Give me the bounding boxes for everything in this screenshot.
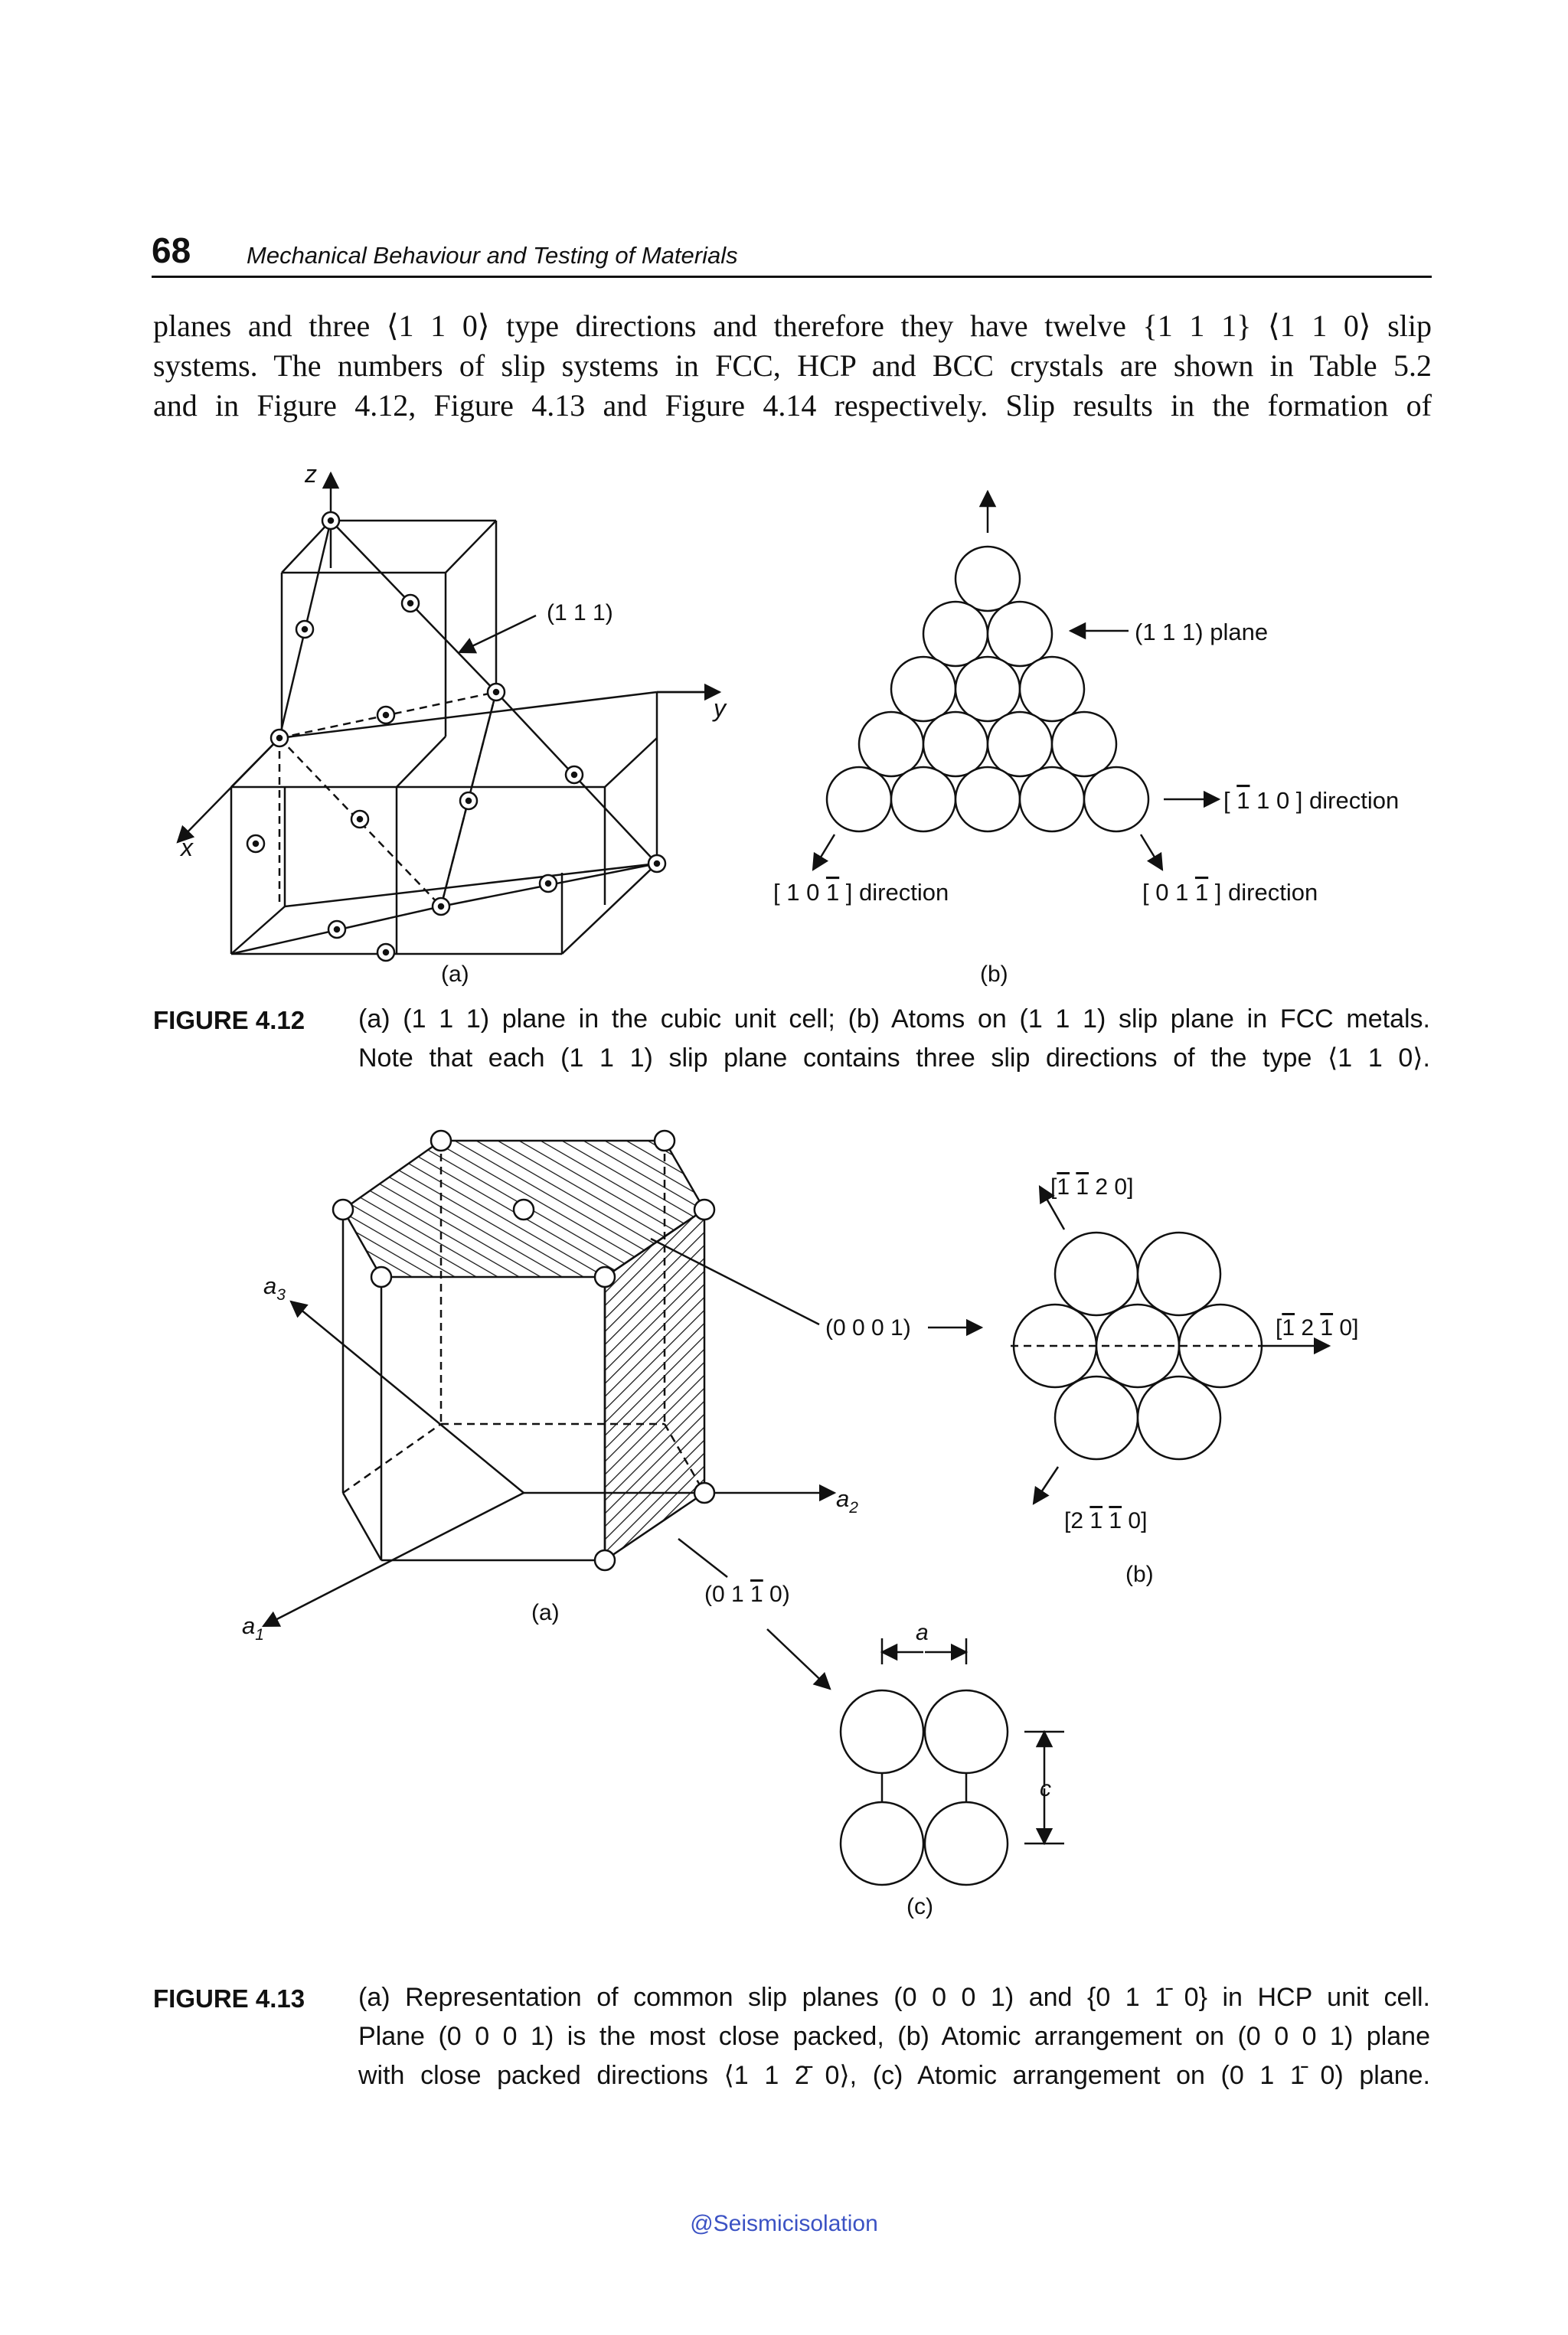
plane-label-111-b: (1 1 1) plane bbox=[1135, 619, 1269, 645]
subfigure-label-a: (a) bbox=[441, 962, 469, 987]
figure-4-13-caption bbox=[358, 1978, 1430, 2095]
caption-line: Note that each (1 1 1) slip plane contains three slip directions of the type ⟨1 1 0⟩. bbox=[358, 1043, 1430, 1073]
subfigure-label-b: (b) bbox=[980, 962, 1008, 987]
axis-a2-label: $a_2$ bbox=[836, 1485, 858, 1517]
axis-z-label: z bbox=[305, 460, 317, 488]
body-line: systems. The numbers of slip systems in FCC, HCP and BCC crystals are shown in Table 5.2 bbox=[153, 348, 1432, 383]
body-line: planes and three ⟨1 1 0⟩ type directions and therefore they have twelve {1 1 1} ⟨1 1 0⟩ slip bbox=[153, 309, 1432, 343]
plane-01-10-label: (0 1 1 0) bbox=[704, 1582, 790, 1607]
running-title: Mechanical Behaviour and Testing of Materials bbox=[247, 242, 738, 269]
axis-a3-label: $a_3$ bbox=[263, 1272, 286, 1304]
body-paragraph bbox=[153, 306, 1432, 426]
prismatic-atoms bbox=[841, 1690, 1008, 1885]
direction-right-label: [ 1 1 0 ] direction bbox=[1223, 787, 1400, 814]
direction-left-label: [ 1 0 1 ] direction bbox=[773, 879, 949, 906]
subfigure-label-c: (c) bbox=[906, 1894, 933, 1919]
direction-11-20-label: [1 1 2 0] bbox=[1050, 1174, 1134, 1200]
caption-line: Plane (0 0 0 1) is the most close packed, (b) Atomic arrangement on (0 0 0 1) plane bbox=[358, 2022, 1430, 2051]
watermark: @Seismicisolation bbox=[690, 2211, 878, 2236]
atom-markers bbox=[247, 512, 665, 961]
caption-line: with close packed directions ⟨1 1 2̄ 0⟩, (c) Atomic arrangement on (0 1 1̄ 0) plane. bbox=[358, 2061, 1430, 2090]
lattice-a-label: a bbox=[916, 1620, 929, 1645]
lattice-c-label: c bbox=[1040, 1776, 1051, 1801]
plane-label-111: (1 1 1) bbox=[547, 600, 613, 625]
plane-0001-label: (0 0 0 1) bbox=[825, 1315, 911, 1341]
page-number: 68 bbox=[152, 230, 191, 270]
direction-1-210-label: [1 2 1 0] bbox=[1276, 1315, 1359, 1341]
direction-2-1-10-label: [2 1 1 0] bbox=[1064, 1508, 1148, 1533]
body-line: and in Figure 4.12, Figure 4.13 and Figure 4.14 respectively. Slip results in the formation of bbox=[153, 388, 1432, 423]
caption-line: (a) (1 1 1) plane in the cubic unit cell; (b) Atoms on (1 1 1) slip plane in FCC metals. bbox=[358, 1004, 1430, 1034]
axis-x-label: x bbox=[181, 834, 193, 861]
cubic-unit-cell-drawing bbox=[178, 473, 720, 954]
figure-4-13 bbox=[0, 1102, 1568, 1929]
direction-mid-label: [ 0 1 1 ] direction bbox=[1142, 879, 1318, 906]
close-packed-atoms bbox=[827, 547, 1148, 831]
subfigure-label-a: (a) bbox=[531, 1600, 560, 1625]
subfigure-label-b: (b) bbox=[1125, 1562, 1154, 1587]
caption-line: (a) Representation of common slip planes (0 0 0 1) and {0 1 1̄ 0} in HCP unit cell. bbox=[358, 1983, 1430, 2012]
axis-y-label: y bbox=[714, 694, 726, 722]
figure-4-12 bbox=[0, 459, 1568, 1011]
axis-a1-label: $a_1$ bbox=[242, 1612, 264, 1644]
header-rule bbox=[152, 276, 1432, 278]
figure-4-13-label: FIGURE 4.13 bbox=[153, 1984, 305, 2013]
figure-4-12-label: FIGURE 4.12 bbox=[153, 1006, 305, 1034]
figure-4-12-caption bbox=[358, 1000, 1430, 1078]
